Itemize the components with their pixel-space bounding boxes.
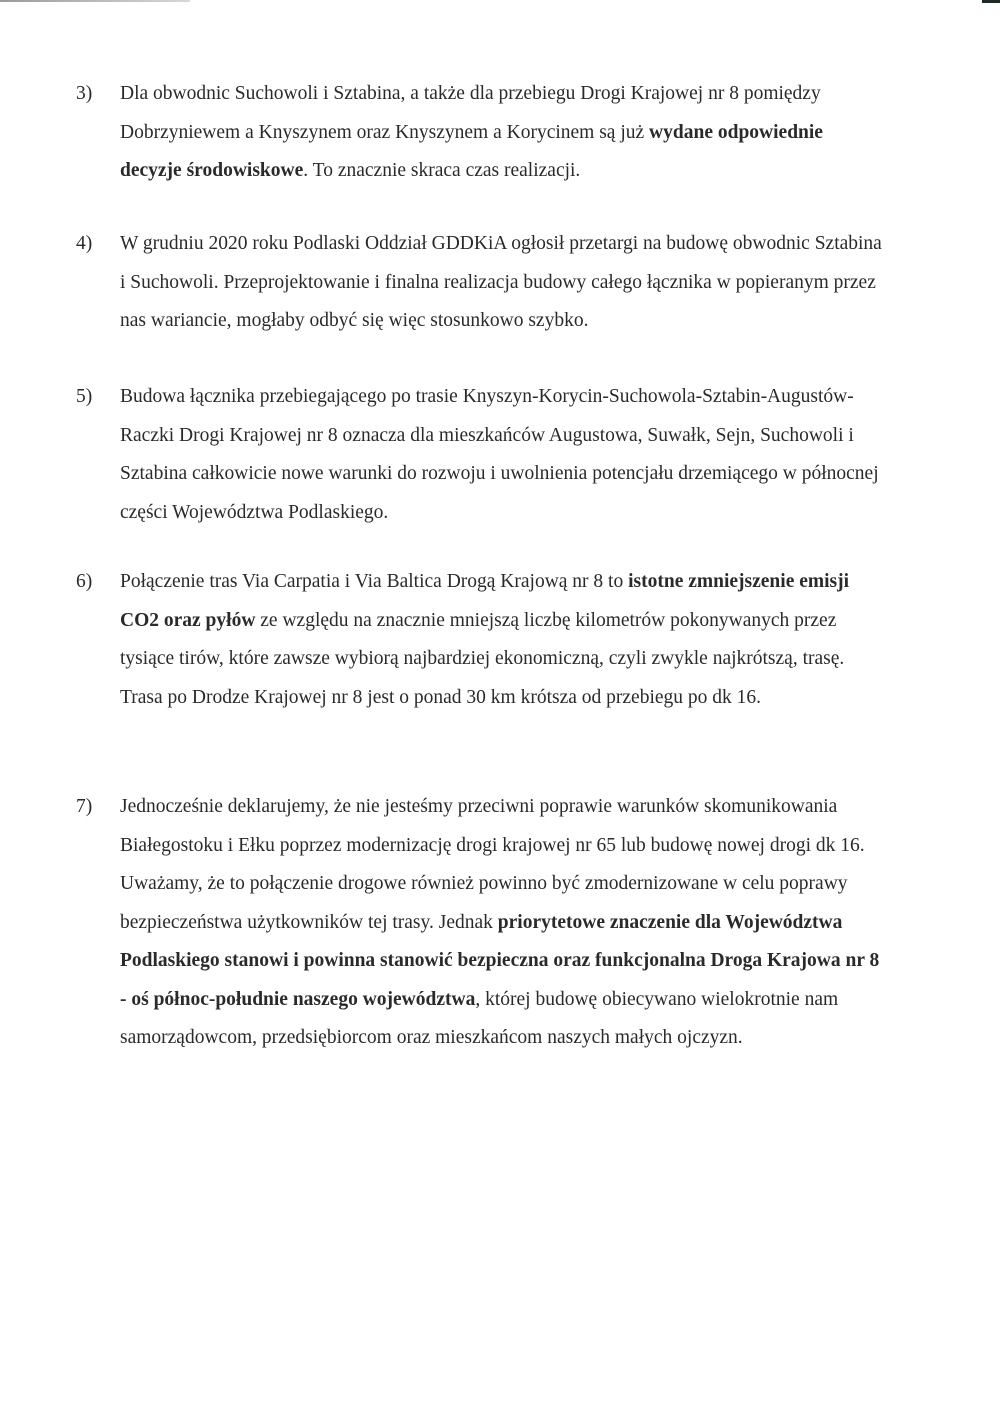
scan-edge-mark [0, 0, 190, 2]
item-number: 7) [76, 796, 93, 817]
item-number: 5) [76, 386, 93, 407]
item-number: 6) [76, 571, 93, 592]
scan-corner-mark [982, 0, 1000, 3]
list-item-7 [76, 788, 888, 1058]
item-text [120, 788, 888, 1058]
text-segment: Budowa łącznika przebiegającego po trasie Knyszyn-Korycin-Suchowola-Sztabin-Augustów-Raczki Drogi Krajowej nr 8 oznacza dla mieszkańców Augustowa, Suwałk, Sejn, Suchowoli i Sztabina całkowicie nowe warunki do rozwoju i uwolnienia potencjału drzemiącego w północnej części Województwa Podlaskiego. [120, 386, 879, 523]
item-number: 4) [76, 233, 93, 254]
list-item-3 [76, 75, 888, 191]
bold-segment: priorytetowe znaczenie dla Województwa Podlaskiego stanowi i powinna stanowić bezpieczna oraz funkcjonalna Droga Krajowa nr 8 - oś północ-południe naszego województwa [120, 911, 880, 1010]
text-segment: Jednocześnie deklarujemy, że nie jesteśmy przeciwni poprawie warunków skomunikowania Białegostoku i Ełku poprzez modernizację drogi krajowej nr 65 lub budowę nowej drogi dk 16. Uważamy, że to połączenie drogowe również powinno być zmodernizowane w celu poprawy bezpieczeństwa użytkowników tej trasy. Jednak [120, 796, 865, 933]
list-item-4 [76, 225, 888, 341]
bold-segment: istotne zmniejszenie emisji CO2 oraz pyłów [120, 571, 850, 631]
text-segment: ze względu na znacznie mniejszą liczbę kilometrów pokonywanych przez tysiące tirów, które zawsze wybiorą najbardziej ekonomiczną, czyli zwykle najkrótszą, trasę. Trasa po Drodze Krajowej nr 8 jest o ponad 30 km krótsza od przebiegu po dk 16. [120, 609, 845, 708]
text-segment: , której budowę obiecywano wielokrotnie nam samorządowcom, przedsiębiorcom oraz mieszkańcom naszych małych ojczyzn. [120, 988, 839, 1048]
list-item-6 [76, 563, 888, 717]
item-number: 3) [76, 83, 93, 104]
item-text [120, 75, 888, 191]
bold-segment: wydane odpowiednie decyzje środowiskowe [120, 121, 823, 181]
item-text [120, 225, 888, 341]
text-segment: . To znacznie skraca czas realizacji. [303, 160, 581, 181]
item-text [120, 563, 888, 717]
text-segment: Dla obwodnic Suchowoli i Sztabina, a także dla przebiegu Drogi Krajowej nr 8 pomiędzy Dobrzyniewem a Knyszynem oraz Knyszynem a Korycinem są już [120, 83, 821, 143]
item-text [120, 378, 888, 532]
text-segment: W grudniu 2020 roku Podlaski Oddział GDDKiA ogłosił przetargi na budowę obwodnic Sztabina i Suchowoli. Przeprojektowanie i finalna realizacja budowy całego łącznika w popieranym przez nas wariancie, mogłaby odbyć się więc stosunkowo szybko. [120, 233, 882, 331]
list-item-5 [76, 378, 888, 532]
text-segment: Połączenie tras Via Carpatia i Via Baltica Drogą Krajową nr 8 to [120, 571, 629, 592]
